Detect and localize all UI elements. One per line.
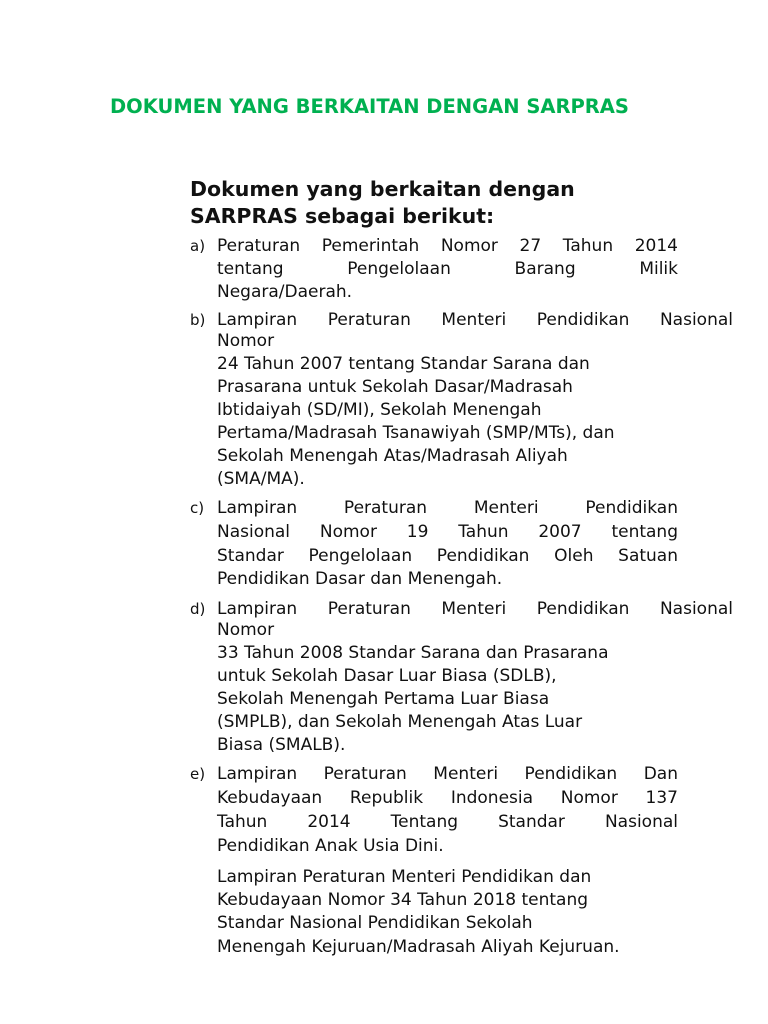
list-line: Lampiran Peraturan Menteri Pendidikan Dan <box>217 764 678 784</box>
list-line: Menengah Kejuruan/Madrasah Aliyah Kejuruan. <box>217 937 620 957</box>
list-line: Kebudayaan Republik Indonesia Nomor 137 <box>217 788 678 808</box>
list-line: Standar Nasional Pendidikan Sekolah <box>217 913 533 933</box>
heading-line: Dokumen yang berkaitan dengan <box>190 177 575 201</box>
list-line: Nasional Nomor 19 Tahun 2007 tentang <box>217 522 678 542</box>
list-line: Pertama/Madrasah Tsanawiyah (SMP/MTs), dan <box>217 423 615 443</box>
list-line: Biasa (SMALB). <box>217 735 346 755</box>
document-title: DOKUMEN YANG BERKAITAN DENGAN SARPRAS <box>110 95 629 118</box>
list-line: Lampiran Peraturan Menteri Pendidikan Nasional <box>217 599 733 619</box>
list-line: Pendidikan Anak Usia Dini. <box>217 836 444 856</box>
list-line: (SMPLB), dan Sekolah Menengah Atas Luar <box>217 712 583 732</box>
list-line: Kebudayaan Nomor 34 Tahun 2018 tentang <box>217 890 589 910</box>
section-heading <box>190 176 575 230</box>
list-line: Standar Pengelolaan Pendidikan Oleh Satuan <box>217 546 678 566</box>
list-line: untuk Sekolah Dasar Luar Biasa (SDLB), <box>217 666 557 686</box>
list-label: c) <box>190 499 205 517</box>
list-line: Nomor <box>217 620 275 640</box>
list-line: tentang Pengelolaan Barang Milik <box>217 259 678 279</box>
list-line: Nomor <box>217 331 275 351</box>
list-line: Lampiran Peraturan Menteri Pendidikan <box>217 498 678 518</box>
heading-line: SARPRAS sebagai berikut: <box>190 204 495 228</box>
list-label: e) <box>190 765 206 783</box>
list-line: Lampiran Peraturan Menteri Pendidikan Nasional <box>217 310 733 330</box>
list-label: d) <box>190 600 206 618</box>
list-line: Peraturan Pemerintah Nomor 27 Tahun 2014 <box>217 236 678 256</box>
list-line: Ibtidaiyah (SD/MI), Sekolah Menengah <box>217 400 542 420</box>
list-line: Prasarana untuk Sekolah Dasar/Madrasah <box>217 377 573 397</box>
list-line: Sekolah Menengah Atas/Madrasah Aliyah <box>217 446 568 466</box>
list-line: (SMA/MA). <box>217 469 305 489</box>
list-line: 33 Tahun 2008 Standar Sarana dan Prasarana <box>217 643 609 663</box>
list-line: Tahun 2014 Tentang Standar Nasional <box>217 812 678 832</box>
list-line: Negara/Daerah. <box>217 282 353 302</box>
list-label: b) <box>190 311 206 329</box>
list-line: Pendidikan Dasar dan Menengah. <box>217 569 503 589</box>
list-label: a) <box>190 237 206 255</box>
list-line: Lampiran Peraturan Menteri Pendidikan dan <box>217 867 592 887</box>
list-line: 24 Tahun 2007 tentang Standar Sarana dan <box>217 354 590 374</box>
list-line: Sekolah Menengah Pertama Luar Biasa <box>217 689 550 709</box>
